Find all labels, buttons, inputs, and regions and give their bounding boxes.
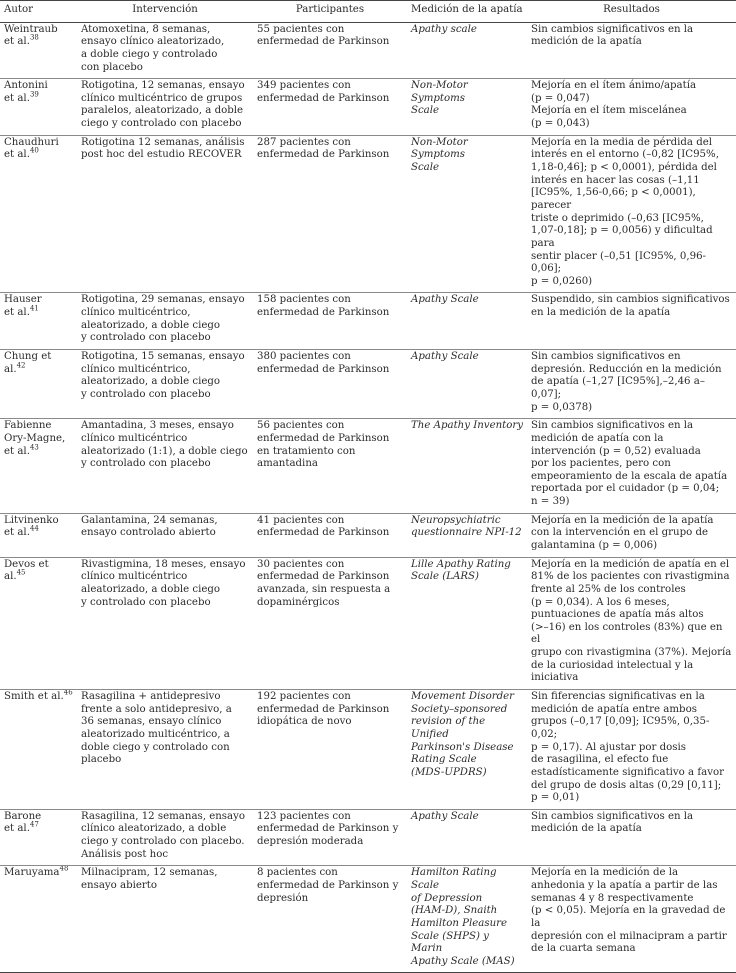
reference-number: 42 bbox=[16, 361, 26, 370]
results-cell: Sin cambios significativos en la medición de la apatía bbox=[527, 22, 736, 79]
measure-cell: Movement Disorder Society–sponsored revision of the Unified Parkinson's Disease Rating Scale (MDS-UPDRS) bbox=[407, 690, 527, 810]
intervention-cell: Rasagilina + antidepresivo frente a solo antidepresivo, a 36 semanas, ensayo clínico aleatorizado multicéntrico, a doble ciego y controlado con placebo bbox=[77, 690, 253, 810]
header-measure: Medición de la apatía bbox=[407, 1, 527, 23]
intervention-cell: Rotigotina, 12 semanas, ensayo clínico multicéntrico de grupos paralelos, aleatorizado, a doble ciego y controlado con placebo bbox=[77, 79, 253, 136]
reference-number: 39 bbox=[29, 90, 39, 99]
participants-cell: 56 pacientes con enfermedad de Parkinson en tratamiento con amantadina bbox=[253, 419, 407, 513]
table-row bbox=[0, 557, 736, 689]
intervention-cell: Rotigotina 12 semanas, análisis post hoc del estudio RECOVER bbox=[77, 135, 253, 293]
table-row bbox=[0, 135, 736, 293]
results-cell: Mejoría en la medición de apatía en el 81% de los pacientes con rivastigmina frente al 25% de los controles (p = 0,034). A los 6 meses, puntuaciones de apatía más altos (>–16) en los controles (83%) que en el grupo con rivastigmina (37%). Mejoría de la curiosidad intelectual y la iniciativa bbox=[527, 557, 736, 689]
measure-cell: Hamilton Rating Scale of Depression (HAM-D), Snaith Hamilton Pleasure Scale (SHPS) y Marin Apathy Scale (MAS) bbox=[407, 866, 527, 973]
author-name: Antonini et al. bbox=[4, 80, 48, 104]
author-name: Smith et al. bbox=[4, 691, 64, 703]
author-name: Devos et al. bbox=[4, 558, 49, 583]
measure-cell: Non-Motor Symptoms Scale bbox=[407, 135, 527, 293]
participants-cell: 158 pacientes con enfermedad de Parkinson bbox=[253, 293, 407, 350]
header-row bbox=[0, 1, 736, 23]
intervention-cell: Rotigotina, 29 semanas, ensayo clínico multicéntrico, aleatorizado, a doble ciego y controlado con placebo bbox=[77, 293, 253, 350]
reference-number: 45 bbox=[16, 568, 26, 577]
table-row bbox=[0, 22, 736, 79]
author-name: Hauser et al. bbox=[4, 294, 42, 319]
participants-cell: 41 pacientes con enfermedad de Parkinson bbox=[253, 513, 407, 557]
author-name: Weintraub et al. bbox=[4, 23, 58, 48]
author-cell bbox=[0, 79, 77, 136]
table-header bbox=[0, 1, 736, 23]
reference-number: 38 bbox=[29, 33, 39, 42]
table-row bbox=[0, 79, 736, 136]
participants-cell: 55 pacientes con enfermedad de Parkinson bbox=[253, 22, 407, 79]
author-cell bbox=[0, 350, 77, 419]
author-name: Barone et al. bbox=[4, 810, 42, 835]
results-cell: Mejoría en el ítem ánimo/apatía (p = 0,047) Mejoría en el ítem misceláneа (p = 0,043) bbox=[527, 79, 736, 136]
reference-number: 48 bbox=[59, 865, 69, 873]
author-name: Fabienne Ory-Magne, et al. bbox=[4, 420, 66, 457]
intervention-cell: Milnacipram, 12 semanas, ensayo abierto bbox=[77, 866, 253, 973]
results-cell: Mejoría en la media de pérdida del interés en el entorno (–0,82 [IC95%, 1,18-0,46]; p < 0,0001), pérdida del interés en hacer las cosas (–1,11 [IC95%, 1,56-0,66; p < 0,0001), parecer triste o deprimido (–0,63 [IC95%, 1,07-0,18]; p = 0,0056) y dificultad para sentir placer (–0,51 [IC95%, 0,96-0,06]; p = 0,0260) bbox=[527, 135, 736, 293]
author-cell bbox=[0, 809, 77, 866]
participants-cell: 123 pacientes con enfermedad de Parkinson y depresión moderada bbox=[253, 809, 407, 866]
author-name: Litvinenko et al. bbox=[4, 514, 59, 539]
table-body bbox=[0, 22, 736, 973]
author-name: Chaudhuri et al. bbox=[4, 136, 59, 161]
results-cell: Mejoría en la medición de la apatía con la intervención en el grupo de galantamina (p = 0,006) bbox=[527, 513, 736, 557]
measure-cell: Lille Apathy Rating Scale (LARS) bbox=[407, 557, 527, 689]
results-cell: Mejoría en la medición de la anhedonia y la apatía a partir de las semanas 4 y 8 respectivamente (p < 0,05). Mejoría en la gravedad de la depresión con el milnacipram a partir de la cuarta semana bbox=[527, 866, 736, 973]
author-cell bbox=[0, 135, 77, 293]
header-intervention: Intervención bbox=[77, 1, 253, 23]
participants-cell: 30 pacientes con enfermedad de Parkinson avanzada, sin respuesta a dopaminérgicos bbox=[253, 557, 407, 689]
table-row bbox=[0, 809, 736, 866]
participants-cell: 287 pacientes con enfermedad de Parkinson bbox=[253, 135, 407, 293]
participants-cell: 192 pacientes con enfermedad de Parkinson idiopática de novo bbox=[253, 690, 407, 810]
author-name: Maruyama bbox=[4, 867, 60, 879]
header-results: Resultados bbox=[527, 1, 736, 23]
table-row bbox=[0, 293, 736, 350]
measure-cell: Non-Motor Symptoms Scale bbox=[407, 79, 527, 136]
intervention-cell: Rotigotina, 15 semanas, ensayo clínico multicéntrico, aleatorizado, a doble ciego y controlado con placebo bbox=[77, 350, 253, 419]
author-cell bbox=[0, 22, 77, 79]
table-row bbox=[0, 513, 736, 557]
table-row bbox=[0, 866, 736, 973]
intervention-cell: Amantadina, 3 meses, ensayo clínico multicéntrico aleatorizado (1:1), a doble ciego y controlado con placebo bbox=[77, 419, 253, 513]
reference-number: 41 bbox=[29, 304, 39, 313]
author-cell bbox=[0, 293, 77, 350]
intervention-cell: Atomoxetina, 8 semanas, ensayo clínico aleatorizado, a doble ciego y controlado con placebo bbox=[77, 22, 253, 79]
measure-cell: Neuropsychiatric questionnaire NPI-12 bbox=[407, 513, 527, 557]
reference-number: 40 bbox=[29, 147, 39, 156]
table-row bbox=[0, 690, 736, 810]
reference-number: 43 bbox=[29, 443, 39, 452]
intervention-cell: Rivastigmina, 18 meses, ensayo clínico multicéntrico aleatorizado, a doble ciego y controlado con placebo bbox=[77, 557, 253, 689]
reference-number: 46 bbox=[63, 689, 73, 697]
reference-number: 44 bbox=[29, 524, 39, 533]
author-cell bbox=[0, 866, 77, 973]
participants-cell: 349 pacientes con enfermedad de Parkinson bbox=[253, 79, 407, 136]
measure-cell: Apathy Scale bbox=[407, 293, 527, 350]
author-cell bbox=[0, 419, 77, 513]
intervention-cell: Rasagilina, 12 semanas, ensayo clínico aleatorizado, a doble ciego y controlado con placebo. Análisis post hoc bbox=[77, 809, 253, 866]
participants-cell: 8 pacientes con enfermedad de Parkinson y depresión bbox=[253, 866, 407, 973]
measure-cell: The Apathy Inventory bbox=[407, 419, 527, 513]
author-cell bbox=[0, 513, 77, 557]
results-cell: Suspendido, sin cambios significativos en la medición de la apatía bbox=[527, 293, 736, 350]
reference-number: 47 bbox=[29, 821, 39, 830]
author-cell bbox=[0, 690, 77, 810]
table-row bbox=[0, 350, 736, 419]
author-name: Chung et al. bbox=[4, 351, 52, 375]
participants-cell: 380 pacientes con enfermedad de Parkinson bbox=[253, 350, 407, 419]
results-cell: Sin cambios significativos en la medición de la apatía bbox=[527, 809, 736, 866]
measure-cell: Apathy scale bbox=[407, 22, 527, 79]
header-participants: Participantes bbox=[253, 1, 407, 23]
measure-cell: Apathy Scale bbox=[407, 350, 527, 419]
table-row bbox=[0, 419, 736, 513]
measure-cell: Apathy Scale bbox=[407, 809, 527, 866]
header-author: Autor bbox=[0, 1, 77, 23]
results-cell: Sin fiferencias significativas en la medición de apatía entre ambos grupos (–0,17 [0,09]; IC95%, 0,35-0,02; p = 0,17). Al ajustar por dosis de rasagilina, el efecto fue estadísticamente significativo a favor del grupo de dosis altas (0,29 [0,11]; p = 0,01) bbox=[527, 690, 736, 810]
results-cell: Sin cambios significativos en depresión. Reducción en la medición de apatía (–1,27 [IC95%],–2,46 a–0,07]; p = 0,0378) bbox=[527, 350, 736, 419]
intervention-cell: Galantamina, 24 semanas, ensayo controlado abierto bbox=[77, 513, 253, 557]
results-cell: Sin cambios significativos en la medición de apatía con la intervención (p = 0,52) evaluada por los pacientes, pero con empeoramiento de la escala de apatía reportada por el cuidador (p = 0,04; n = 39) bbox=[527, 419, 736, 513]
author-cell bbox=[0, 557, 77, 689]
